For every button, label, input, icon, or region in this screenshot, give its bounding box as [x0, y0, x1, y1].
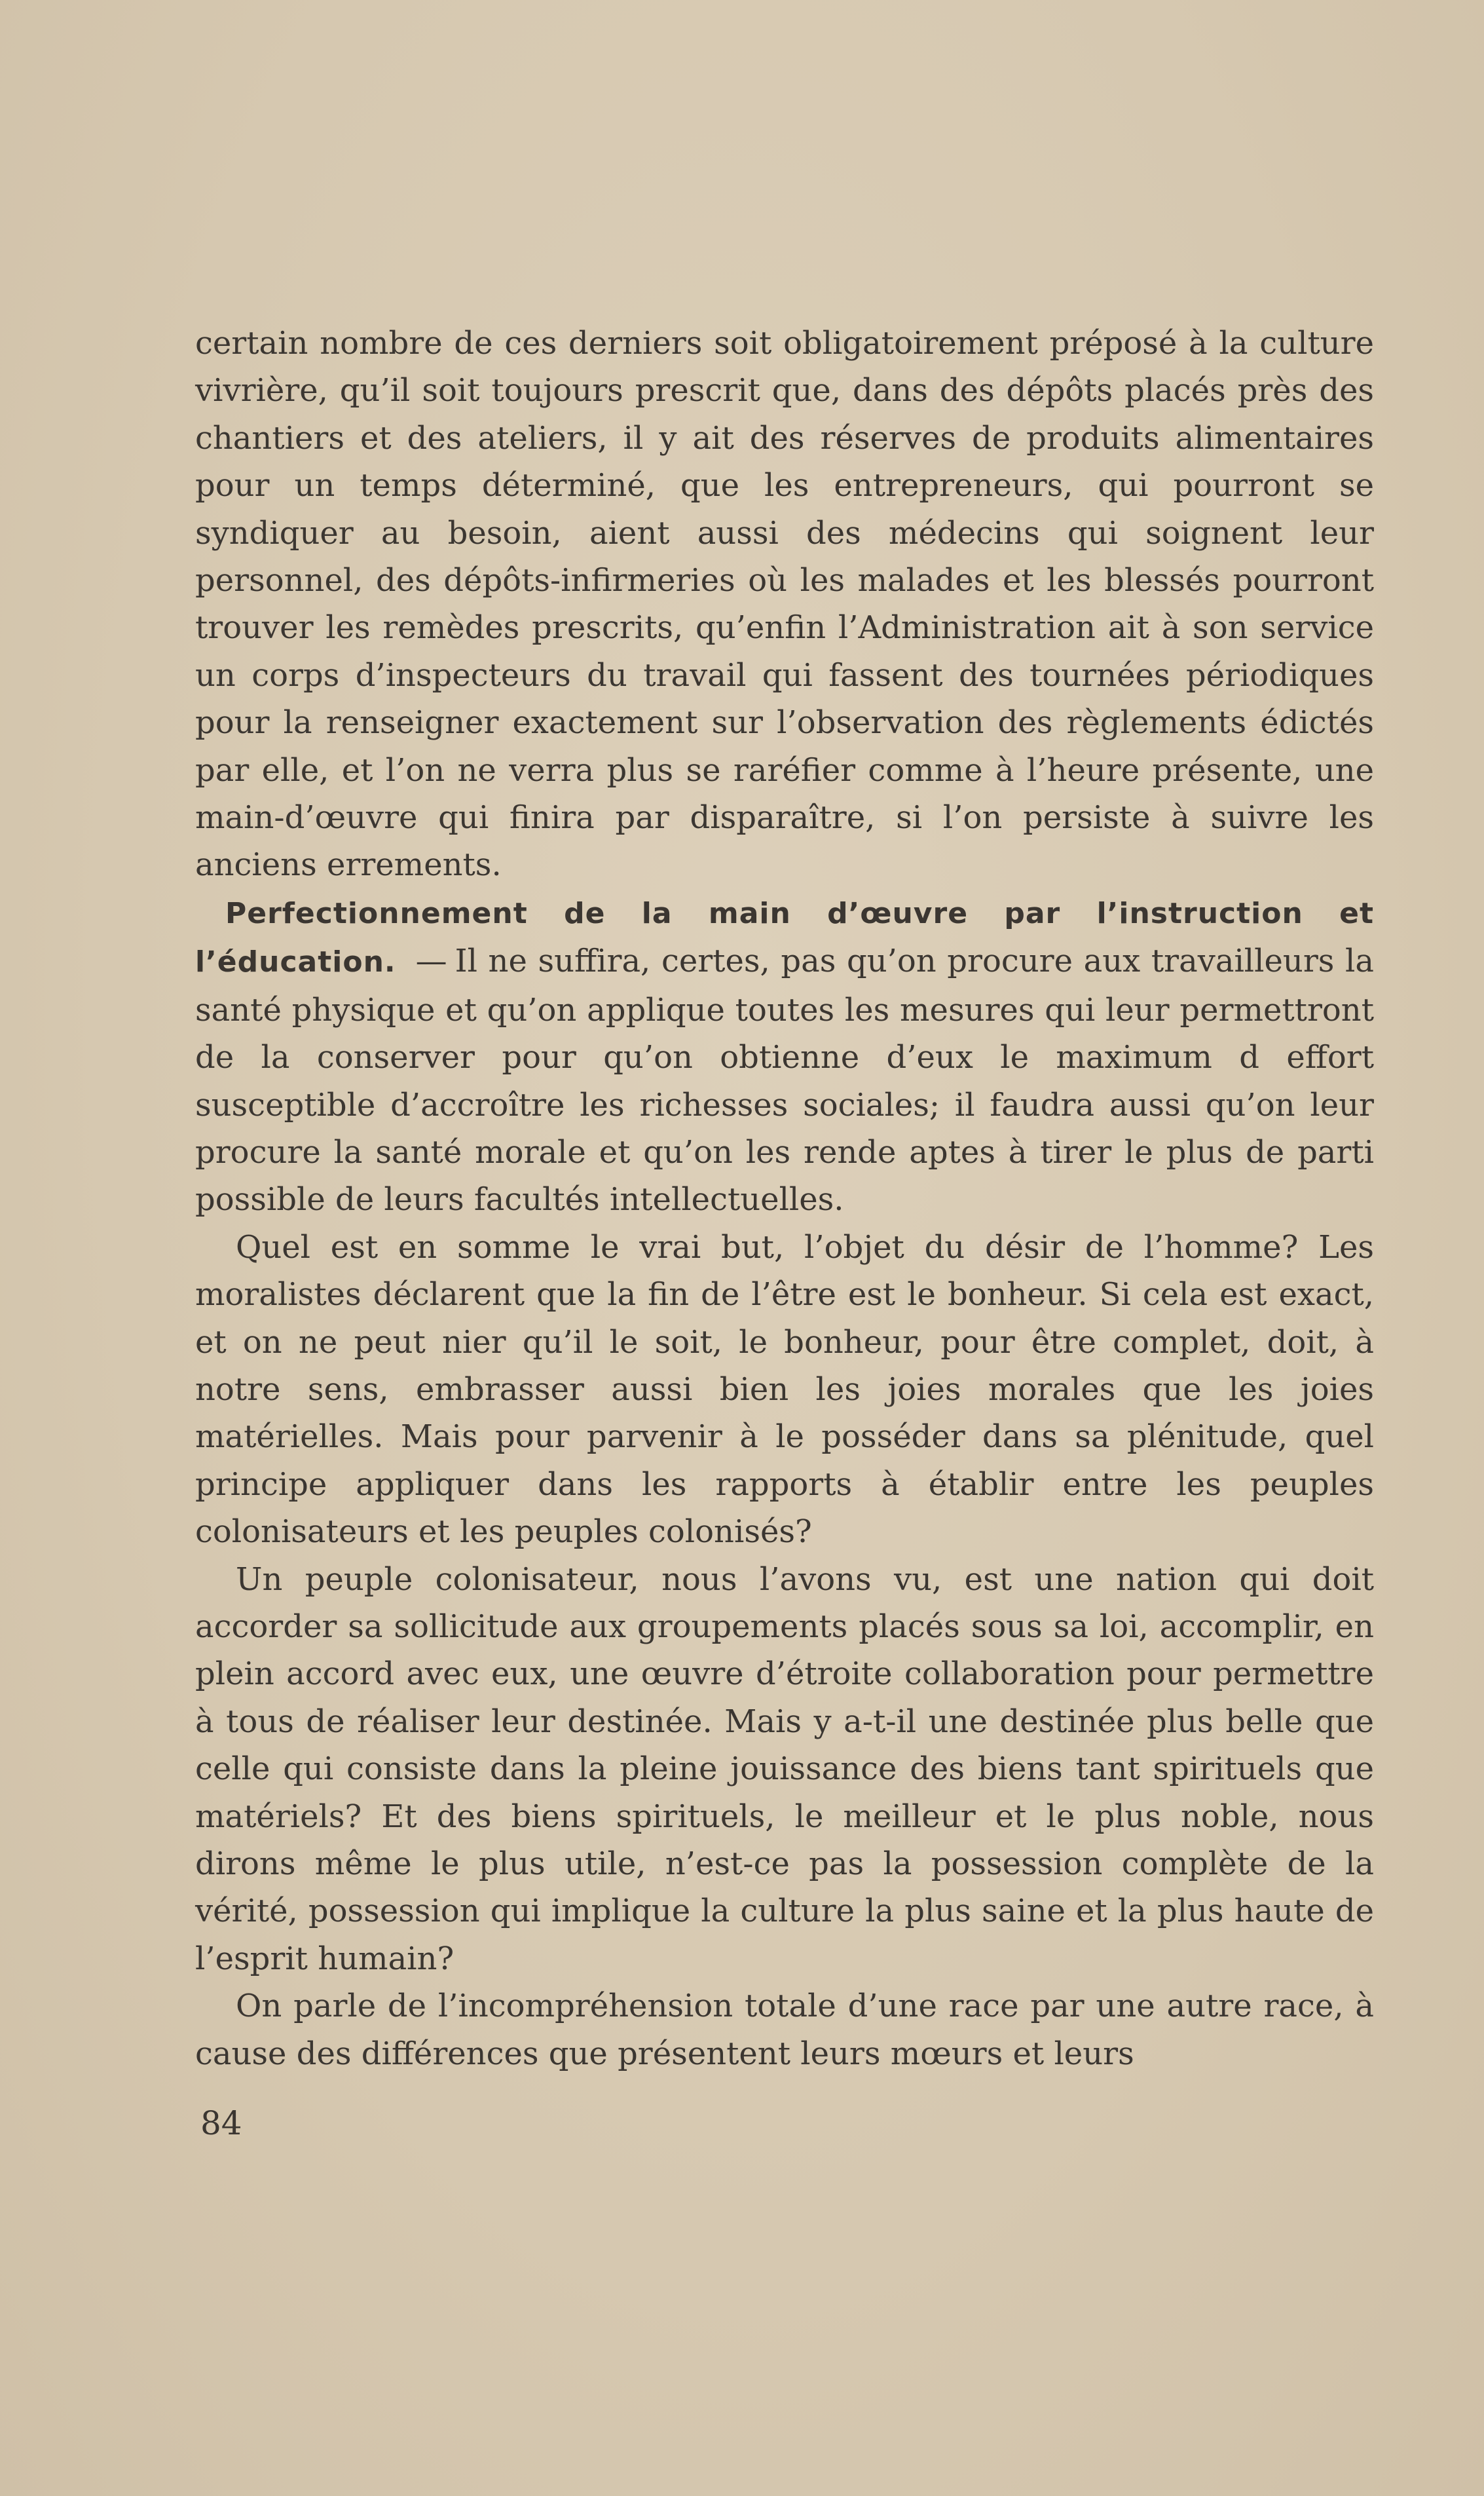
paragraph-3: Quel est en somme le vrai but, l’objet du désir de l’homme? Les moralistes déclarent que la fin de l’être est le bonheur. Si cela est exact, et on ne peut nier qu’il le soit, le bonheur, pour être complet, doit, à notre sens, embrasser aussi bien les joies morales que les joies matérielles. Mais pour parvenir à le posséder dans sa plénitude, quel principe appliquer dans les rapports à établir entre les peuples colonisateurs et les peuples colonisés? — [195, 1228, 1374, 1551]
paragraph-1: certain nombre de ces derniers soit obligatoirement préposé à la culture vivrière, qu’il soit toujours prescrit que, dans des dépôts placés près des chantiers et des ateliers, il y ait des réserves de produits alimentaires pour un temps déterminé, que les entrepreneurs, qui pourront se syndiquer au besoin, aient aussi des médecins qui soignent leur personnel, des dépôts-infirmeries où les malades et les blessés pourront trouver les remèdes prescrits, qu’enfin l’Administration ait à son service un corps d’inspecteurs du travail qui fassent des tournées périodiques pour la renseigner exactement sur l’observation des règlements édictés par elle, et l’on ne verra plus se raréfier comme à l’heure présente, une main-d’œuvre qui finira par disparaître, si l’on persiste à suivre les anciens errements. — [195, 325, 1374, 884]
section-heading: Perfectionnement de la main d’œuvre par l’instruction et l’éducation. — [195, 896, 1374, 979]
paragraph-2 — [195, 889, 1374, 1224]
paragraph-2-body: Il ne suffira, certes, pas qu’on procure aux travailleurs la santé physique et qu’on applique toutes les mesures qui leur permettront de la conserver pour qu’on obtienne d’eux le maximum d effort susceptible d’accroître les richesses sociales; il faudra aussi qu’on leur procure la santé morale et qu’on les rende aptes à tirer le plus de parti possible de leurs facultés intellectuelles. — [195, 943, 1374, 1219]
paragraph-4: Un peuple colonisateur, nous l’avons vu, est une nation qui doit accorder sa sollicitude aux groupements placés sous sa loi, accomplir, en plein accord avec eux, une œuvre d’étroite collaboration pour permettre à tous de réaliser leur destinée. Mais y a-t-il une destinée plus belle que celle qui consiste dans la pleine jouissance des biens tant spirituels que matériels? Et des biens spirituels, le meilleur et le plus noble, nous dirons même le plus utile, n’est-ce pas la possession complète de la vérité, possession qui implique la culture la plus saine et la plus haute de l’esprit humain? — [195, 1560, 1374, 1977]
paragraph-5: On parle de l’incompréhension totale d’une race par une autre race, à cause des différences que présentent leurs mœurs et leurs — [195, 1988, 1374, 2072]
body-text — [195, 320, 1374, 2077]
em-dash: — — [415, 943, 447, 980]
page-number: 84 — [200, 2104, 242, 2142]
